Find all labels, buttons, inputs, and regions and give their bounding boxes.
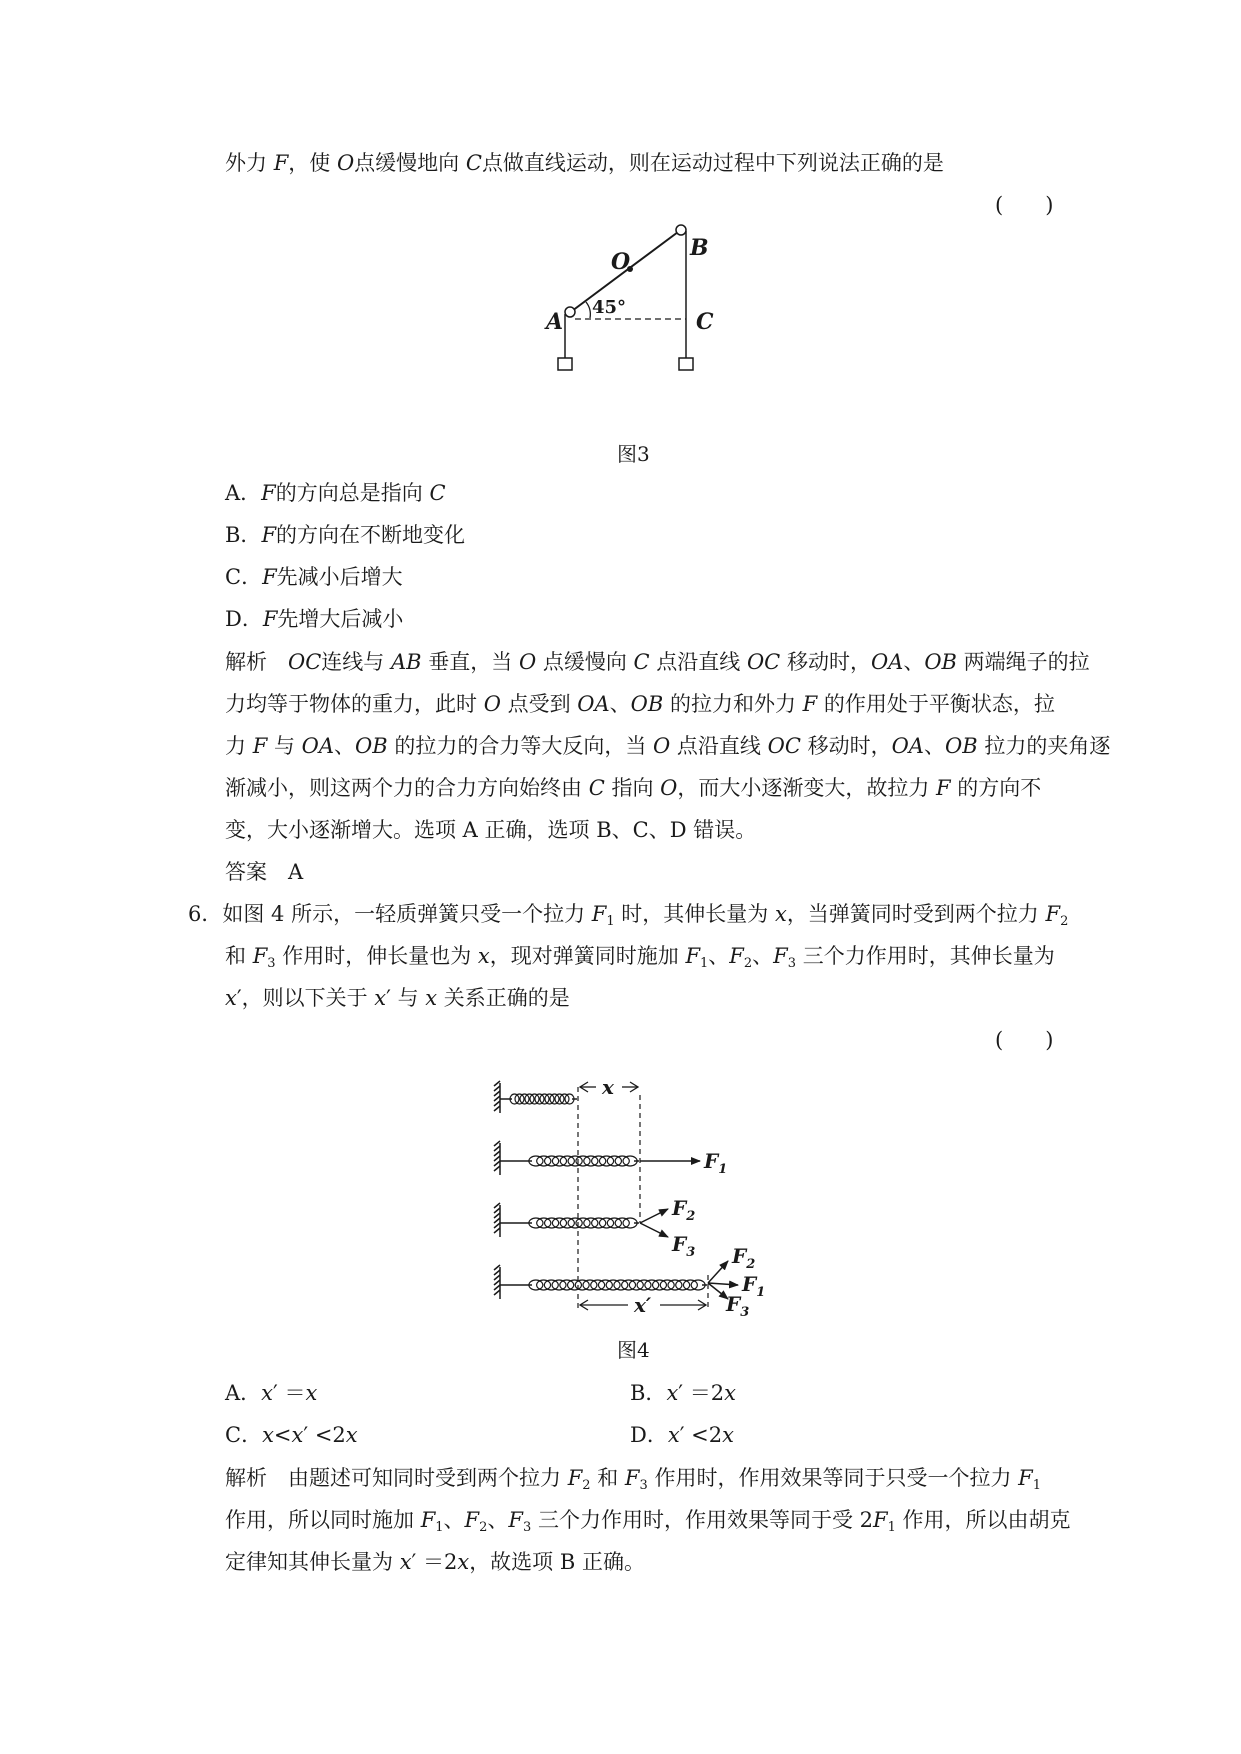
text-run: 3 <box>639 1478 648 1493</box>
text-run: x <box>722 1423 734 1447</box>
text-run: F <box>773 944 788 968</box>
text-run: 两端绳子的拉 <box>957 650 1090 674</box>
text-run: 变，大小逐渐增大。选项 A 正确，选项 B、C、D 错误。 <box>225 818 757 842</box>
text-run: 1 <box>700 956 709 971</box>
text-run: B． <box>630 1381 667 1405</box>
analysis-line-1: 解析 OC连线与 AB 垂直，当 O 点缓慢向 C 点沿直线 OC 移动时，OA、OB 两端绳子的拉 <box>225 650 1090 674</box>
text-run: x <box>305 1381 318 1405</box>
text-run: F <box>729 944 744 968</box>
q6-line-1 <box>188 899 1068 929</box>
text-run: OA <box>577 692 610 716</box>
label-c: C <box>696 309 714 335</box>
text-run: F <box>252 734 268 758</box>
text-run: 和 <box>590 1466 625 1490</box>
weight-a <box>558 358 572 370</box>
label-a: A <box>546 309 564 335</box>
text-run: 、 <box>903 650 925 674</box>
label-f2: $F_2$ <box>672 1196 696 1224</box>
dashed-guides <box>578 1087 708 1309</box>
answer-blank: ( ) <box>995 193 1054 217</box>
text-run: x <box>666 1381 679 1405</box>
text-run: OA <box>870 650 904 674</box>
text-run: 作用，所以同时施加 <box>225 1508 421 1532</box>
text-run: x <box>374 986 387 1010</box>
analysis-line-4 <box>225 773 1041 803</box>
text-run: x <box>225 986 237 1010</box>
option-b: B．F的方向在不断地变化 <box>225 523 466 547</box>
text-run: OA <box>301 734 335 758</box>
angle-arc <box>586 302 590 318</box>
text-run: OB <box>355 734 388 758</box>
answer-line: 答案 A <box>225 860 304 884</box>
text-run: x <box>261 1381 274 1405</box>
text-run: 点沿直线 <box>649 650 747 674</box>
text-run: ，当弹簧同时受到两个拉力 <box>786 902 1046 926</box>
text-run: OA <box>891 734 924 758</box>
text-run: 作用时，作用效果等同于只受一个拉力 <box>647 1466 1019 1490</box>
option-c: C．F先减小后增大 <box>225 565 403 589</box>
question-continuation: 外力 F，使 O点缓慢地向 C点做直线运动，则在运动过程中下列说法正确的是 <box>225 151 944 175</box>
text-run: A． <box>225 1381 262 1405</box>
answer-blank-2: ( ) <box>995 1028 1054 1052</box>
text-run: 渐减小，则这两个力的合力方向始终由 <box>225 776 589 800</box>
text-run: x <box>262 1423 274 1447</box>
text-run: OB <box>944 734 978 758</box>
text-run: 1 <box>1032 1478 1041 1493</box>
text-run: 点缓慢向 <box>536 650 634 674</box>
text-run: F <box>685 944 701 968</box>
label-f2-2: $F_2$ <box>732 1244 756 1272</box>
text-run: 的拉力和外力 <box>663 692 803 716</box>
text-run: AB <box>390 650 422 674</box>
text-run: 、 <box>334 734 356 758</box>
text-run: C <box>633 650 650 674</box>
option-a: A．F的方向总是指向 C <box>225 481 446 505</box>
text-run: O <box>653 734 671 758</box>
text-run: 定律知其伸长量为 <box>225 1550 400 1574</box>
q6-option-b <box>630 1378 736 1408</box>
text-run: 2 <box>743 956 753 971</box>
text-run: C． <box>225 1423 263 1447</box>
text-run: 点沿直线 <box>670 734 768 758</box>
figure-4-caption: 图4 <box>617 1338 650 1362</box>
figure-3-caption: 图3 <box>617 442 650 466</box>
text-run: ′ <2 <box>679 1423 723 1447</box>
text-run: 3 <box>787 956 797 971</box>
springs <box>500 1094 707 1290</box>
text-run: 移动时， <box>800 734 892 758</box>
text-run: x <box>345 1423 358 1447</box>
text-run: F <box>936 776 951 800</box>
text-run: 2 <box>1060 914 1069 929</box>
label-f1-2: $F_1$ <box>742 1272 766 1300</box>
text-run: OC <box>767 734 801 758</box>
text-run <box>267 650 288 674</box>
f3-arrow <box>640 1223 668 1237</box>
spring-coil <box>500 1218 639 1228</box>
text-run: 1 <box>435 1520 444 1535</box>
text-run: OC <box>288 650 322 674</box>
text-run: OB <box>630 692 664 716</box>
text-run: D． <box>630 1423 668 1447</box>
text-run: OC <box>746 650 781 674</box>
label-f3: $F_3$ <box>672 1232 696 1260</box>
text-run: F <box>872 1508 888 1532</box>
text-run: O <box>660 776 678 800</box>
text-run: F <box>802 692 818 716</box>
text-run: 、 <box>609 692 631 716</box>
pulley-b <box>676 225 686 235</box>
label-angle: 45° <box>592 297 627 318</box>
label-f3-2: $F_3$ <box>726 1292 750 1320</box>
text-run: F <box>508 1508 523 1532</box>
q6-analysis-line-1 <box>225 1463 1041 1493</box>
text-run: x <box>667 1423 680 1447</box>
spring-coil <box>500 1094 577 1104</box>
text-run: F <box>591 902 607 926</box>
text-run: 的拉力的合力等大反向，当 <box>387 734 654 758</box>
text-run: 时，其伸长量为 <box>614 902 775 926</box>
text-run: 6．如图 4 所示，一轻质弹簧只受一个拉力 <box>188 902 592 926</box>
f2-arrow-2 <box>708 1261 728 1283</box>
text-run: 的方向不 <box>950 776 1042 800</box>
figure-4 <box>490 1075 790 1325</box>
text-run: ，而大小逐渐变大，故拉力 <box>677 776 937 800</box>
text-run: x <box>399 1550 412 1574</box>
q6-analysis-line-2 <box>225 1505 1071 1535</box>
option-d: D．F先增大后减小 <box>225 607 404 631</box>
text-run: x <box>425 986 438 1010</box>
text-run: x <box>724 1381 736 1405</box>
text-run: 连线与 <box>321 650 391 674</box>
f1-arrow-2 <box>708 1283 738 1285</box>
text-run: 指向 <box>604 776 661 800</box>
text-run: 拉力的夹角逐 <box>977 734 1111 758</box>
text-run: 移动时， <box>780 650 871 674</box>
text-run: 作用，所以由胡克 <box>895 1508 1071 1532</box>
text-run: O <box>483 692 501 716</box>
f3-arrow-2 <box>708 1283 728 1299</box>
text-run: 2 <box>582 1478 591 1493</box>
text-run: ，故选项 B 正确。 <box>469 1550 645 1574</box>
label-f1: $F_1$ <box>704 1149 728 1177</box>
q6-line-3 <box>225 983 570 1013</box>
text-run: 解析 由题述可知同时受到两个拉力 <box>225 1466 568 1490</box>
text-run: x <box>774 902 787 926</box>
text-run: ，现对弹簧同时施加 <box>489 944 686 968</box>
text-run: 1 <box>606 914 615 929</box>
label-x: x <box>602 1075 614 1099</box>
spring-coil <box>500 1280 707 1290</box>
text-run: 3 <box>522 1520 532 1535</box>
label-o: O <box>611 249 631 275</box>
q6-analysis-line-3 <box>225 1547 645 1577</box>
text-run: O <box>518 650 537 674</box>
q6-option-c <box>225 1420 358 1450</box>
text-run: 、 <box>443 1508 465 1532</box>
text-run: 和 <box>225 944 253 968</box>
analysis-line-3 <box>225 731 1110 761</box>
text-run: 力均等于物体的重力，此时 <box>225 692 484 716</box>
text-run: x <box>457 1550 470 1574</box>
text-run: ′ ＝2 <box>411 1550 458 1574</box>
text-run: 与 <box>267 734 302 758</box>
text-run: 三个力作用时，其伸长量为 <box>796 944 1055 968</box>
f2-arrow <box>640 1209 668 1223</box>
text-run: ′ 与 <box>386 986 426 1010</box>
text-run: 作用时，伸长量也为 <box>275 944 478 968</box>
text-run: ′ ＝2 <box>678 1381 725 1405</box>
pulley-a <box>565 307 575 317</box>
weight-b <box>679 358 693 370</box>
label-x-prime: x′ <box>634 1293 652 1317</box>
text-run: F <box>252 944 268 968</box>
q6-option-a <box>225 1378 317 1408</box>
text-run: 垂直，当 <box>421 650 519 674</box>
q6-line-2 <box>225 941 1055 971</box>
text-run: 、 <box>487 1508 509 1532</box>
text-run: C <box>588 776 605 800</box>
text-run: ′，则以下关于 <box>236 986 375 1010</box>
analysis-line-5 <box>225 815 756 845</box>
analysis-line-2 <box>225 689 1055 719</box>
text-run: 点受到 <box>500 692 578 716</box>
figure-3 <box>546 235 770 408</box>
text-run: F <box>464 1508 480 1532</box>
text-run: 力 <box>225 734 253 758</box>
text-run: OB <box>924 650 957 674</box>
spring-coil <box>500 1156 639 1166</box>
text-run: < <box>273 1423 292 1447</box>
text-run: 3 <box>267 956 276 971</box>
text-run: 、 <box>752 944 774 968</box>
text-run: 三个力作用时，作用效果等同于受 2 <box>531 1508 873 1532</box>
q6-option-d <box>630 1420 734 1450</box>
text-run: 的作用处于平衡状态，拉 <box>817 692 1055 716</box>
text-run: 、 <box>923 734 945 758</box>
text-run: 2 <box>479 1520 488 1535</box>
text-run: ′ <2 <box>303 1423 346 1447</box>
text-run: F <box>1018 1466 1033 1490</box>
text-run: 、 <box>708 944 730 968</box>
text-run: x <box>291 1423 304 1447</box>
label-b: B <box>690 235 709 261</box>
text-run: x <box>477 944 490 968</box>
text-run: F <box>1045 902 1061 926</box>
walls <box>494 1081 500 1299</box>
text-run: 1 <box>887 1520 896 1535</box>
text-run: F <box>420 1508 436 1532</box>
text-run: F <box>567 1466 583 1490</box>
text-run: 关系正确的是 <box>437 986 570 1010</box>
text-run: ′ ＝ <box>273 1381 306 1405</box>
text-run: F <box>624 1466 640 1490</box>
